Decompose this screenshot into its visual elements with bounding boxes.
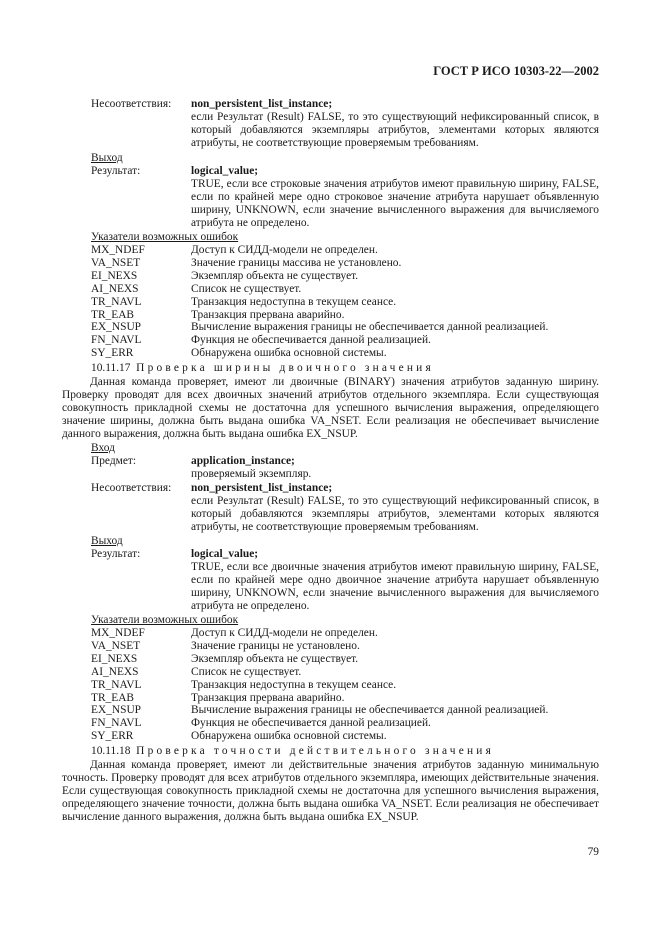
error-row bbox=[0, 640, 661, 653]
error-row bbox=[0, 321, 661, 334]
error-code: AI_NEXS bbox=[91, 282, 139, 295]
error-row bbox=[0, 257, 661, 270]
error-code: VA_NSET bbox=[91, 639, 141, 652]
error-description: Транзакция недоступна в текущем сеансе. bbox=[191, 295, 397, 308]
error-description: Значение границы массива не установлено. bbox=[191, 256, 402, 269]
error-description: Транзакция прервана аварийно. bbox=[191, 691, 345, 704]
error-row bbox=[0, 334, 661, 347]
error-code: FN_NAVL bbox=[91, 717, 142, 730]
error-description: Вычисление выражения границы не обеспечивается данной реализацией. bbox=[191, 704, 549, 717]
nonconformities-description: если Результат (Result) FALSE, то это существующий нефиксированный список, в который добавляются экземпляры атрибутов, элементами которых являются атрибуты, не соответствующие проверяемым требованиям. bbox=[191, 495, 599, 533]
section-heading-10-11-17 bbox=[91, 362, 434, 375]
result-description: TRUE, если все двоичные значения атрибутов имеют правильную ширину, FALSE, если по крайней мере одно двоичное значение атрибута нарушает объявленную ширину, UNKNOWN, если значение вычисленного выражения для вычисляемого атрибута не определено. bbox=[191, 561, 599, 612]
error-description: Список не существует. bbox=[191, 282, 302, 295]
error-description: Вычисление выражения границы не обеспечивается данной реализацией. bbox=[191, 321, 549, 334]
nonconformities-description: если Результат (Result) FALSE, то это существующий нефиксированный список, в который добавляются экземпляры атрибутов, элементами которых являются атрибуты, не соответствующие проверяемым требованиям. bbox=[191, 111, 599, 149]
error-description: Транзакция прервана аварийно. bbox=[191, 308, 345, 321]
error-code: TR_NAVL bbox=[91, 295, 142, 308]
error-description: Экземпляр объекта не существует. bbox=[191, 652, 359, 665]
error-code: EX_NSUP bbox=[91, 321, 142, 334]
error-row bbox=[0, 283, 661, 296]
output-heading: Выход bbox=[91, 152, 123, 164]
nonconformities-term bbox=[191, 482, 599, 495]
input-heading: Вход bbox=[91, 442, 115, 454]
result-term bbox=[191, 165, 599, 178]
error-row bbox=[0, 679, 661, 692]
error-row bbox=[0, 309, 661, 322]
nonconformities-type: non_persistent_list_instance; bbox=[191, 482, 333, 494]
error-row bbox=[0, 653, 661, 666]
output-heading: Выход bbox=[91, 535, 123, 547]
section-paragraph: Данная команда проверяет, имеют ли двоичные (BINARY) значения атрибутов заданную ширину. Проверку проводят для всех двоичных значений атрибутов отдельного экземпляра. Если существующая совокупность прикладной схемы не достаточна для успешного вычисления выражения, определяющего значение ширины, должна быть выдана ошибка VA_NSET. Если реализация не обеспечивает вычисление данного выражения, должна быть выдана ошибка EX_NSUP. bbox=[62, 376, 599, 440]
section-title: Проверка точности действительного значения bbox=[136, 745, 495, 757]
error-code: TR_EAB bbox=[91, 691, 135, 704]
nonconformities-label: Несоответствия: bbox=[91, 98, 172, 110]
error-code: VA_NSET bbox=[91, 256, 141, 269]
error-row bbox=[0, 270, 661, 283]
error-description: Обнаружена ошибка основной системы. bbox=[191, 347, 387, 360]
error-code: SY_ERR bbox=[91, 347, 134, 360]
error-row bbox=[0, 296, 661, 309]
error-description: Экземпляр объекта не существует. bbox=[191, 269, 359, 282]
section-paragraph: Данная команда проверяет, имеют ли действительные значения атрибутов заданную минимальную точность. Проверку проводят для всех атрибутов отдельного экземпляра, имеющих действительные значения. Если существующая совокупность прикладной схемы не достаточна для успешного вычисления выражения, определяющего значение точности, должна быть выдана ошибка VA_NSET. Если реализация не обеспечивает вычисление данного выражения, должна быть выдана ошибка EX_NSUP. bbox=[62, 759, 599, 823]
result-term bbox=[191, 548, 599, 561]
section-heading-10-11-18 bbox=[91, 745, 494, 758]
nonconformities-term bbox=[191, 98, 599, 111]
section-title: Проверка ширины двоичного значения bbox=[136, 362, 434, 374]
section-number: 10.11.17 bbox=[91, 362, 131, 374]
error-code: AI_NEXS bbox=[91, 665, 139, 678]
result-description: TRUE, если все строковые значения атрибутов имеют правильную ширину, FALSE, если по крайней мере одно строковое значение атрибута нарушает объявленную ширину, UNKNOWN, если значение вычисленного выражения для вычисляемого атрибута не определено. bbox=[191, 178, 599, 229]
error-description: Функция не обеспечивается данной реализацией. bbox=[191, 334, 431, 347]
document-header: ГОСТ Р ИСО 10303-22—2002 bbox=[433, 64, 599, 78]
result-type: logical_value; bbox=[191, 548, 259, 560]
errors-heading: Указатели возможных ошибок bbox=[91, 614, 239, 626]
nonconformities-type: non_persistent_list_instance; bbox=[191, 98, 333, 110]
error-code: MX_NDEF bbox=[91, 244, 145, 256]
page-number: 79 bbox=[587, 846, 599, 858]
error-code: MX_NDEF bbox=[91, 627, 145, 639]
subject-term bbox=[191, 455, 599, 468]
error-row bbox=[0, 704, 661, 717]
error-row bbox=[0, 627, 661, 640]
error-row bbox=[0, 717, 661, 730]
error-row bbox=[0, 244, 661, 257]
section-number: 10.11.18 bbox=[91, 745, 131, 757]
result-label: Результат: bbox=[91, 548, 141, 560]
result-label: Результат: bbox=[91, 165, 141, 177]
error-description: Доступ к СИДД-модели не определен. bbox=[191, 627, 378, 639]
nonconformities-label: Несоответствия: bbox=[91, 482, 172, 494]
error-row bbox=[0, 730, 661, 743]
error-code: SY_ERR bbox=[91, 730, 134, 743]
errors-heading: Указатели возможных ошибок bbox=[91, 231, 239, 243]
error-description: Транзакция недоступна в текущем сеансе. bbox=[191, 678, 397, 691]
error-code: FN_NAVL bbox=[91, 334, 142, 347]
error-row bbox=[0, 692, 661, 705]
subject-description: проверяемый экземпляр. bbox=[191, 468, 312, 480]
error-code: EX_NSUP bbox=[91, 704, 142, 717]
subject-type: application_instance; bbox=[191, 455, 295, 467]
error-code: EI_NEXS bbox=[91, 652, 138, 665]
error-code: TR_EAB bbox=[91, 308, 135, 321]
error-description: Доступ к СИДД-модели не определен. bbox=[191, 244, 378, 256]
subject-label: Предмет: bbox=[91, 455, 137, 467]
error-row bbox=[0, 347, 661, 360]
error-code: EI_NEXS bbox=[91, 269, 138, 282]
error-description: Обнаружена ошибка основной системы. bbox=[191, 730, 387, 743]
error-row bbox=[0, 666, 661, 679]
error-code: TR_NAVL bbox=[91, 678, 142, 691]
error-description: Значение границы не установлено. bbox=[191, 639, 360, 652]
result-type: logical_value; bbox=[191, 165, 259, 177]
error-description: Список не существует. bbox=[191, 665, 302, 678]
error-description: Функция не обеспечивается данной реализацией. bbox=[191, 717, 431, 730]
